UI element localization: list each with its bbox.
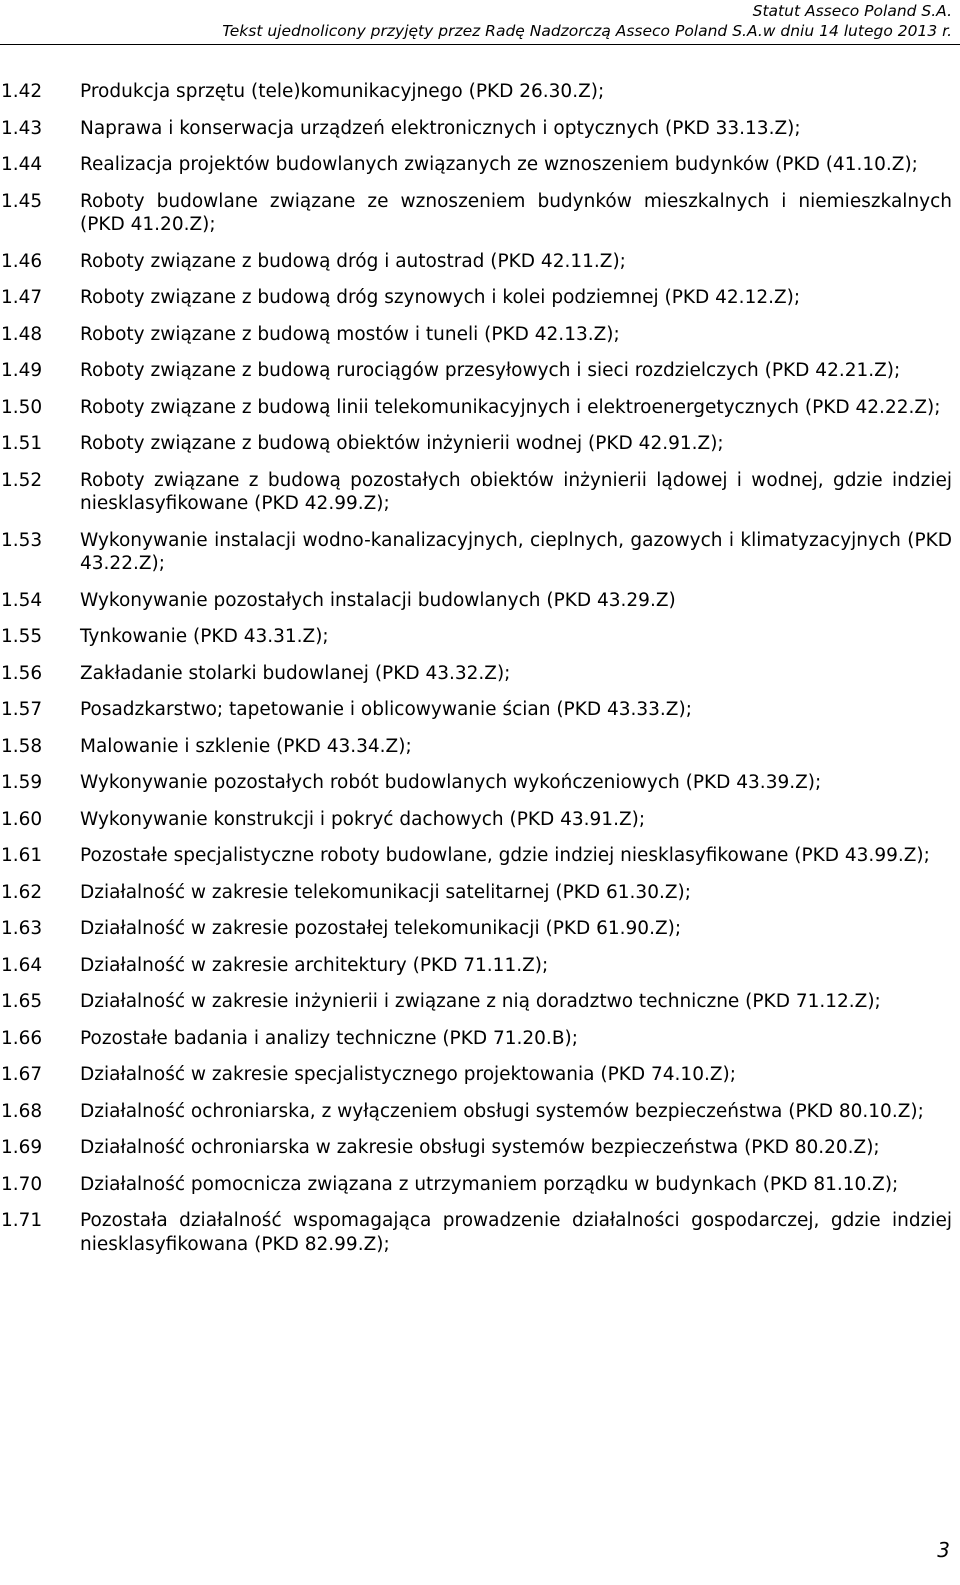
list-item [0, 396, 952, 420]
list-item [0, 1100, 952, 1124]
list-item-number: 1.58 [1, 735, 43, 757]
list-item-text: Naprawa i konserwacja urządzeń elektronicznych i optycznych (PKD 33.13.Z); [80, 117, 801, 139]
list-item-text: Wykonywanie pozostałych instalacji budowlanych (PKD 43.29.Z) [80, 589, 676, 611]
list-item [0, 117, 952, 141]
list-item-number: 1.44 [1, 154, 43, 175]
list-item [0, 1063, 952, 1087]
list-item-number: 1.69 [1, 1137, 43, 1158]
list-item-text: Działalność w zakresie pozostałej telekomunikacji (PKD 61.90.Z); [80, 918, 682, 939]
list-item-number: 1.52 [1, 469, 43, 491]
header-divider [0, 44, 960, 45]
list-item [0, 735, 952, 759]
list-item-text: Roboty budowlane związane ze wznoszeniem budynków mieszkalnych i niemieszkalnych (PKD 41.20.Z); [80, 190, 952, 235]
list-item [0, 153, 952, 177]
list-item-text: Roboty związane z budową dróg szynowych i kolei podziemnej (PKD 42.12.Z); [80, 287, 801, 308]
list-item-number: 1.48 [1, 323, 43, 345]
list-item [0, 771, 952, 795]
page-header [222, 1, 952, 41]
list-item-number: 1.66 [1, 1027, 43, 1049]
list-item [0, 80, 952, 104]
list-item-number: 1.59 [1, 772, 43, 793]
list-item-number: 1.67 [1, 1064, 43, 1085]
list-item [0, 844, 952, 868]
list-item [0, 529, 952, 576]
list-item-number: 1.53 [1, 529, 43, 551]
list-item-number: 1.55 [1, 626, 43, 647]
list-item-number: 1.60 [1, 808, 43, 830]
list-item [0, 808, 952, 832]
list-item [0, 432, 952, 456]
list-item-text: Roboty związane z budową obiektów inżynierii wodnej (PKD 42.91.Z); [80, 433, 724, 454]
list-item-number: 1.54 [1, 589, 43, 611]
list-item-text: Działalność w zakresie telekomunikacji satelitarnej (PKD 61.30.Z); [80, 881, 691, 903]
list-item-text: Roboty związane z budową linii telekomunikacyjnych i elektroenergetycznych (PKD 42.22.Z); [80, 396, 941, 418]
pkd-activity-list [0, 80, 952, 1269]
list-item-text: Wykonywanie konstrukcji i pokryć dachowych (PKD 43.91.Z); [80, 808, 646, 830]
list-item [0, 190, 952, 237]
list-item-number: 1.63 [1, 918, 43, 939]
header-document-subtitle: Tekst ujednolicony przyjęty przez Radę Nadzorczą Asseco Poland S.A.w dniu 14 lutego 2013 r. [222, 22, 952, 40]
list-item [0, 1209, 952, 1256]
list-item [0, 1173, 952, 1197]
list-item-text: Roboty związane z budową pozostałych obiektów inżynierii lądowej i wodnej, gdzie indziej niesklasyfikowane (PKD 42.99.Z); [80, 469, 952, 514]
list-item [0, 917, 952, 941]
list-item-number: 1.46 [1, 250, 43, 272]
list-item-text: Malowanie i szklenie (PKD 43.34.Z); [80, 735, 412, 757]
list-item-text: Tynkowanie (PKD 43.31.Z); [80, 626, 329, 647]
list-item-text: Działalność w zakresie specjalistycznego projektowania (PKD 74.10.Z); [80, 1064, 736, 1085]
list-item [0, 698, 952, 722]
list-item-text: Działalność pomocnicza związana z utrzymaniem porządku w budynkach (PKD 81.10.Z); [80, 1173, 899, 1195]
list-item-number: 1.56 [1, 662, 43, 684]
list-item [0, 1027, 952, 1051]
list-item-number: 1.68 [1, 1100, 43, 1122]
list-item-number: 1.57 [1, 699, 43, 720]
list-item [0, 662, 952, 686]
list-item-text: Pozostała działalność wspomagająca prowadzenie działalności gospodarczej, gdzie indziej niesklasyfikowana (PKD 82.99.Z); [80, 1210, 952, 1255]
list-item-text: Wykonywanie pozostałych robót budowlanych wykończeniowych (PKD 43.39.Z); [80, 772, 822, 793]
list-item-number: 1.45 [1, 190, 43, 212]
list-item-text: Produkcja sprzętu (tele)komunikacyjnego (PKD 26.30.Z); [80, 81, 605, 102]
list-item-number: 1.61 [1, 845, 43, 866]
list-item [0, 589, 952, 613]
list-item-number: 1.65 [1, 991, 43, 1012]
page-number: 3 [937, 1538, 950, 1562]
header-document-title: Statut Asseco Poland S.A. [752, 2, 952, 20]
list-item [0, 469, 952, 516]
list-item-number: 1.47 [1, 287, 43, 308]
list-item [0, 954, 952, 978]
list-item-text: Realizacja projektów budowlanych związanych ze wznoszeniem budynków (PKD (41.10.Z); [80, 154, 918, 175]
list-item-number: 1.43 [1, 117, 43, 139]
list-item-text: Działalność ochroniarska, z wyłączeniem obsługi systemów bezpieczeństwa (PKD 80.10.Z); [80, 1100, 924, 1122]
list-item-text: Działalność w zakresie architektury (PKD 71.11.Z); [80, 954, 549, 976]
list-item [0, 359, 952, 383]
list-item [0, 250, 952, 274]
list-item-text: Pozostałe badania i analizy techniczne (PKD 71.20.B); [80, 1027, 578, 1049]
list-item-text: Działalność w zakresie inżynierii i związane z nią doradztwo techniczne (PKD 71.12.Z); [80, 991, 881, 1012]
list-item-number: 1.70 [1, 1173, 43, 1195]
list-item [0, 990, 952, 1014]
list-item-text: Roboty związane z budową rurociągów przesyłowych i sieci rozdzielczych (PKD 42.21.Z); [80, 360, 901, 381]
list-item-number: 1.50 [1, 396, 43, 418]
list-item-text: Posadzkarstwo; tapetowanie i oblicowywanie ścian (PKD 43.33.Z); [80, 699, 692, 720]
list-item-text: Pozostałe specjalistyczne roboty budowlane, gdzie indziej niesklasyfikowane (PKD 43.99.Z); [80, 845, 930, 866]
list-item-number: 1.62 [1, 881, 43, 903]
list-item [0, 323, 952, 347]
list-item-text: Wykonywanie instalacji wodno-kanalizacyjnych, cieplnych, gazowych i klimatyzacyjnych (PKD 43.22.Z); [80, 529, 952, 574]
list-item [0, 1136, 952, 1160]
list-item-number: 1.51 [1, 433, 43, 454]
list-item [0, 881, 952, 905]
list-item-number: 1.49 [1, 360, 43, 381]
list-item-text: Działalność ochroniarska w zakresie obsługi systemów bezpieczeństwa (PKD 80.20.Z); [80, 1137, 880, 1158]
list-item-number: 1.71 [1, 1210, 43, 1231]
list-item-text: Zakładanie stolarki budowlanej (PKD 43.32.Z); [80, 662, 511, 684]
list-item [0, 286, 952, 310]
list-item [0, 625, 952, 649]
list-item-number: 1.64 [1, 954, 43, 976]
list-item-number: 1.42 [1, 81, 43, 102]
list-item-text: Roboty związane z budową mostów i tuneli (PKD 42.13.Z); [80, 323, 620, 345]
list-item-text: Roboty związane z budową dróg i autostrad (PKD 42.11.Z); [80, 250, 626, 272]
